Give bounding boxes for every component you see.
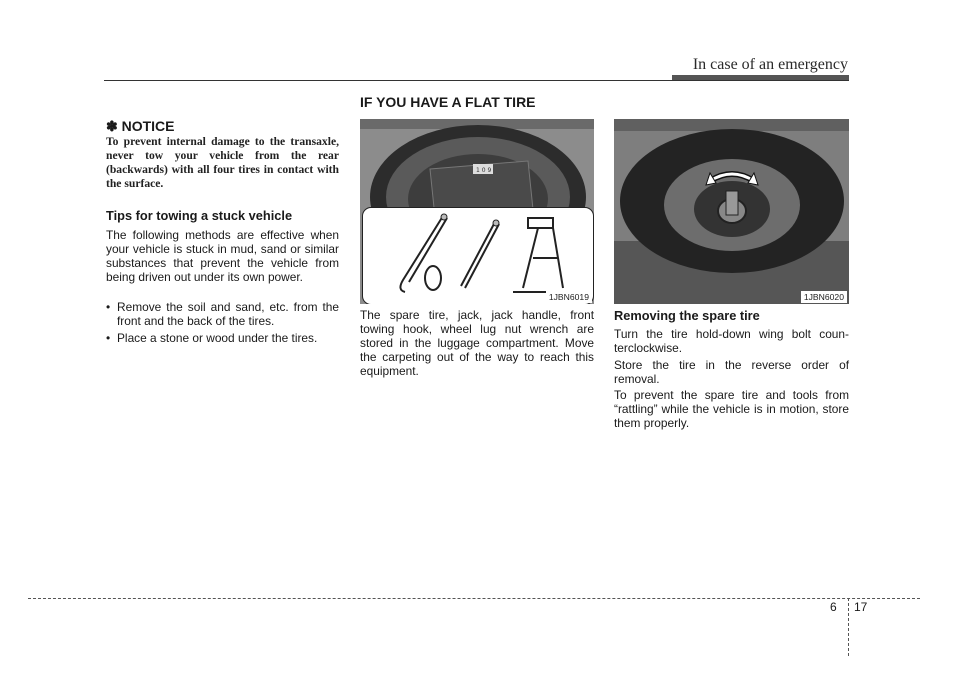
running-header-title: In case of an emergency <box>692 56 848 73</box>
figure-id: 1JBN6019 <box>546 291 592 303</box>
notice-body: To prevent internal damage to the transaxle, never tow your vehicle from the rear (backwards) with all four tires in contact with the surface. <box>106 135 339 190</box>
notice-title: ✽ NOTICE <box>106 118 175 134</box>
tips-body: The following methods are effective when your vehicle is stuck in mud, sand or similar substances that prevent the vehicle from being driven out under its own power. <box>106 228 339 284</box>
list-item: • Place a stone or wood under the tires. <box>106 331 339 345</box>
removal-paragraph-3: To prevent the spare tire and tools from “rattling” while the vehicle is in motion, store them properly. <box>614 388 849 430</box>
spare-tire-compartment-photo <box>360 119 594 304</box>
wing-bolt-illustration <box>614 119 849 304</box>
removal-paragraph-1: Turn the tire hold-down wing bolt coun-terclockwise. <box>614 327 849 355</box>
jack-and-tools-illustration <box>363 208 593 304</box>
svg-text:1 0 9: 1 0 9 <box>476 167 492 174</box>
tips-heading: Tips for towing a stuck vehicle <box>106 208 293 223</box>
spare-tire-removal-photo <box>614 119 849 304</box>
page-number: 17 <box>854 600 868 614</box>
tool-kit-inset <box>362 207 594 304</box>
removal-paragraph-2: Store the tire in the reverse order of removal. <box>614 358 849 386</box>
figure-id: 1JBN6020 <box>801 291 847 303</box>
tips-bullet-list <box>106 300 339 348</box>
footer-rule <box>28 598 920 599</box>
list-item: • Remove the soil and sand, etc. from the front and the back of the tires. <box>106 300 339 328</box>
tools-description: The spare tire, jack, jack handle, front towing hook, wheel lug nut wrench are stored in the luggage compartment. Move the carpeting out of the way to reach this equipment. <box>360 308 594 378</box>
footer-divider <box>848 598 849 656</box>
header-rule <box>104 80 849 81</box>
section-title: IF YOU HAVE A FLAT TIRE <box>360 94 536 110</box>
removing-spare-tire-heading: Removing the spare tire <box>614 308 760 323</box>
section-number: 6 <box>830 600 837 614</box>
